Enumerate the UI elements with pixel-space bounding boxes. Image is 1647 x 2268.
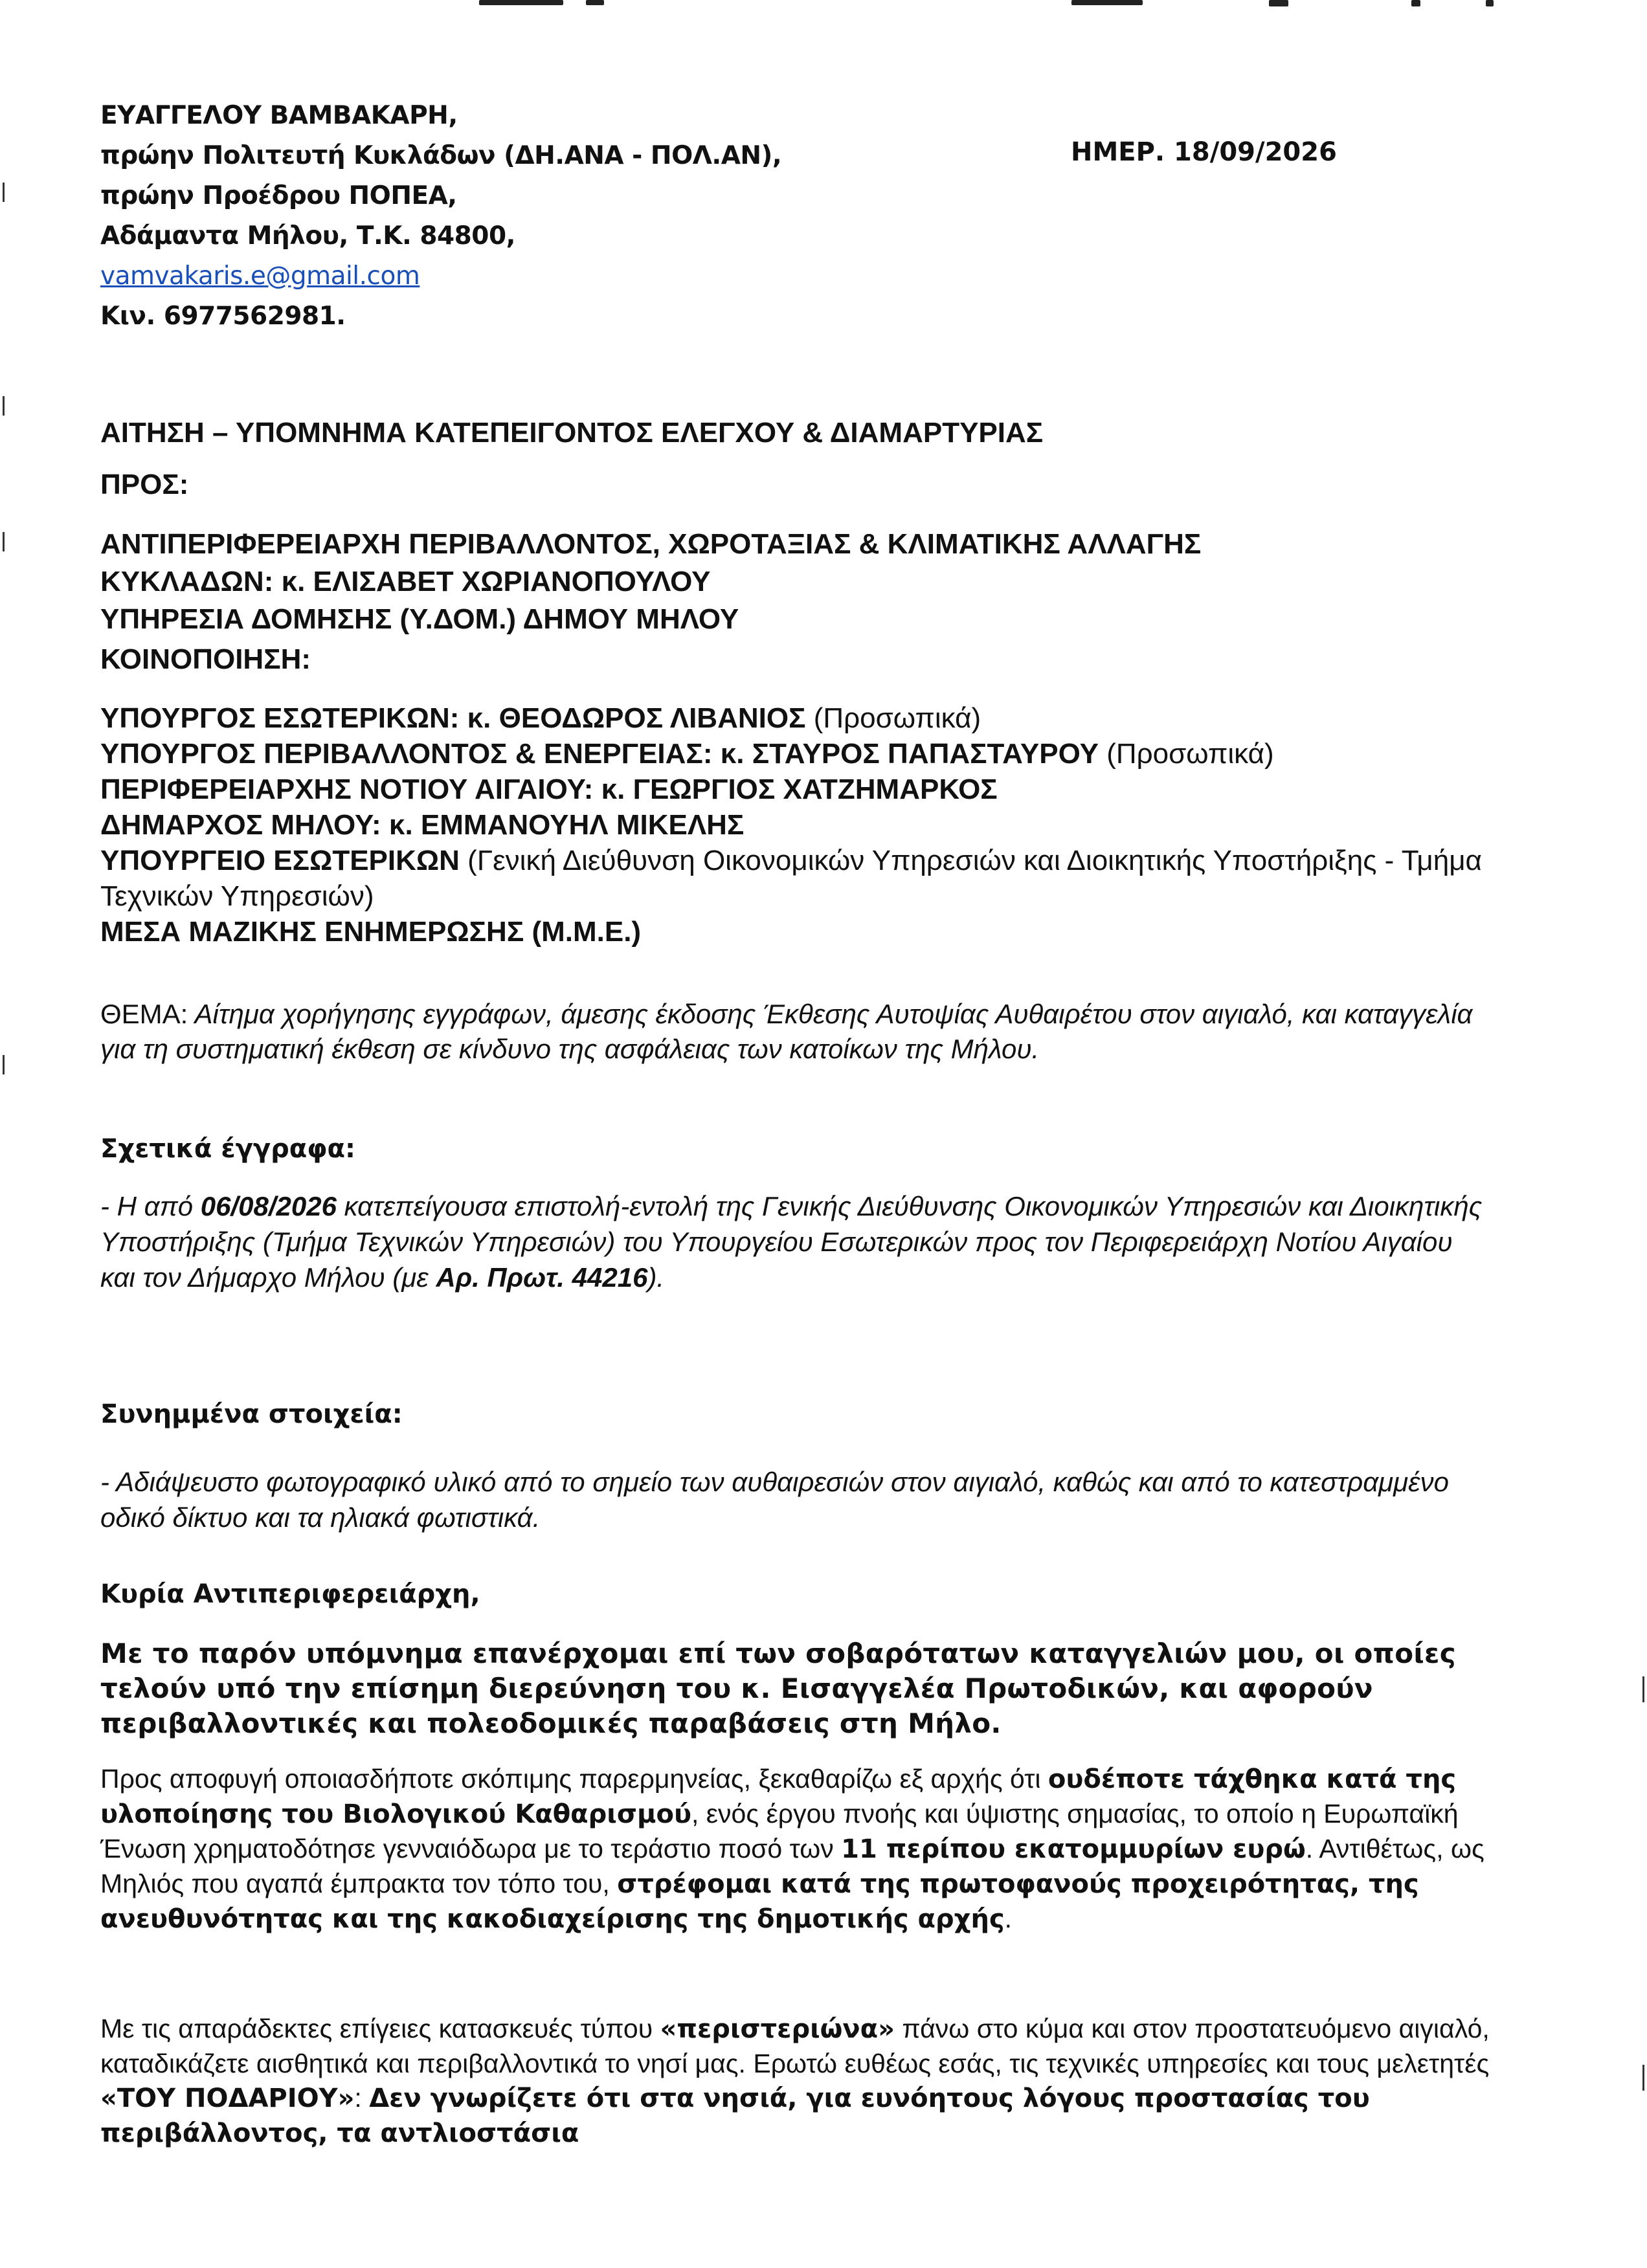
salutation: Κυρία Αντιπεριφερειάρχη, <box>100 1579 480 1609</box>
scan-edge-line <box>1642 1676 1644 1702</box>
related-date: 06/08/2026 <box>200 1191 337 1221</box>
recipient-item: ΚΥΚΛΑΔΩΝ: κ. ΕΛΙΣΑΒΕΤ ΧΩΡΙΑΝΟΠΟΥΛΟΥ <box>100 566 711 597</box>
sender-title-2: πρώην Προέδρου ΠΟΠΕΑ, <box>100 181 457 210</box>
cc-item-name: ΥΠΟΥΡΓΟΣ ΠΕΡΙΒΑΛΛΟΝΤΟΣ & ΕΝΕΡΓΕΙΑΣ: κ. ΣΤΑΥΡΟΣ ΠΑΠΑΣΤΑΥΡΟΥ <box>100 738 1099 770</box>
related-text-part: - Η από <box>100 1191 201 1221</box>
cc-label: ΚΟΙΝΟΠΟΙΗΣΗ: <box>100 643 311 675</box>
paragraph-text: Με τις απαράδεκτες επίγειες κατασκευές τύπου <box>100 2014 660 2043</box>
document-date: ΗΜΕΡ. 18/09/2026 <box>1071 137 1337 167</box>
related-text <box>100 1188 1486 1295</box>
paragraph-bold: Δεν γνωρίζετε ότι στα νησιά, για ευνόητους λόγους προστασίας του περιβάλλοντος, τα αντλιοστάσια <box>100 2084 1370 2148</box>
paragraph-bold: «ΤΟΥ ΠΟΔΑΡΙΟΥ» <box>100 2084 355 2113</box>
sender-address: Αδάμαντα Μήλου, Τ.Κ. 84800, <box>100 221 515 250</box>
related-protocol: Αρ. Πρωτ. 44216 <box>436 1262 648 1293</box>
scan-mark <box>1071 0 1143 5</box>
sender-block <box>100 96 781 337</box>
cc-item <box>100 807 1505 843</box>
cc-item-note: (Προσωπικά) <box>1098 738 1274 770</box>
scan-edge-line <box>3 532 5 551</box>
paragraph-text: πάνω στο κύμα και στον προστατευόμενο αιγιαλό, καταδικάζετε αισθητικά και περιβαλλοντικά το νησί μας. Ερωτώ ευθέως εσάς, τις τεχνικές υπηρεσίες και τους μελετητές <box>100 2014 1490 2078</box>
cc-item-name: ΔΗΜΑΡΧΟΣ ΜΗΛΟΥ: κ. ΕΜΜΑΝΟΥΗΛ ΜΙΚΕΛΗΣ <box>100 809 745 841</box>
cc-item-note: (Γενική Διεύθυνση Οικονομικών Υπηρεσιών και Διοικητικής Υποστήριξης - Τμήμα Τεχνικών Υπηρεσιών) <box>100 845 1482 912</box>
cc-item <box>100 914 1505 950</box>
paragraph-intro: Με το παρόν υπόμνημα επανέρχομαι επί των σοβαρότατων καταγγελιών μου, οι οποίες τελούν υπό την επίσημη διερεύνηση του κ. Εισαγγελέα Πρωτοδικών, και αφορούν περιβαλλοντικές και πολεοδομικές παραβάσεις στη Μήλο. <box>100 1638 1456 1739</box>
cc-item <box>100 700 1505 736</box>
scan-mark <box>586 0 604 5</box>
paragraph-bold: 11 περίπου εκατομμυρίων ευρώ <box>841 1834 1306 1864</box>
paragraph-text: Προς αποφυγή οποιασδήποτε σκόπιμης παρερμηνείας, ξεκαθαρίζω εξ αρχής ότι <box>100 1764 1048 1794</box>
cc-item <box>100 843 1505 914</box>
scan-mark <box>479 0 563 5</box>
subject-label: ΘΕΜΑ: <box>100 999 188 1029</box>
paragraph-bold: ουδέποτε τάχθηκα κατά της υλοποίησης του Βιολογικού Καθαρισμού <box>100 1764 1457 1829</box>
cc-item-name: ΠΕΡΙΦΕΡΕΙΑΡΧΗΣ ΝΟΤΙΟΥ ΑΙΓΑΙΟΥ: κ. ΓΕΩΡΓΙΟΣ ΧΑΤΖΗΜΑΡΚΟΣ <box>100 773 998 805</box>
sender-title-1: πρώην Πολιτευτή Κυκλάδων (ΔΗ.ΑΝΑ - ΠΟΛ.ΑΝ), <box>100 141 782 170</box>
document-title: ΑΙΤΗΣΗ – ΥΠΟΜΝΗΜΑ ΚΑΤΕΠΕΙΓΟΝΤΟΣ ΕΛΕΓΧΟΥ & ΔΙΑΜΑΡΤΥΡΙΑΣ <box>100 417 1044 449</box>
subject <box>100 997 1499 1067</box>
related-heading: Σχετικά έγγραφα: <box>100 1134 355 1164</box>
recipients-list <box>100 526 1505 638</box>
recipient-item: ΑΝΤΙΠΕΡΙΦΕΡΕΙΑΡΧΗ ΠΕΡΙΒΑΛΛΟΝΤΟΣ, ΧΩΡΟΤΑΞΙΑΣ & ΚΛΙΜΑΤΙΚΗΣ ΑΛΛΑΓΗΣ <box>100 528 1202 560</box>
scan-edge-line <box>3 1055 5 1074</box>
cc-item-note: (Προσωπικά) <box>805 702 981 734</box>
cc-item-name: ΜΕΣΑ ΜΑΖΙΚΗΣ ΕΝΗΜΕΡΩΣΗΣ (Μ.Μ.Ε.) <box>100 916 642 948</box>
paragraph-bold: «περιστεριώνα» <box>660 2014 895 2044</box>
scan-edge-line <box>1642 2065 1644 2091</box>
sender-name: ΕΥΑΓΓΕΛΟΥ ΒΑΜΒΑΚΑΡΗ, <box>100 101 458 130</box>
cc-item <box>100 772 1505 807</box>
subject-text: Αίτημα χορήγησης εγγράφων, άμεσης έκδοσης Έκθεσης Αυτοψίας Αυθαιρέτου στον αιγιαλό, και καταγγελία για τη συστηματική έκθεση σε κίνδυνο της ασφάλειας των κατοίκων της Μήλου. <box>100 999 1473 1064</box>
sender-email-link[interactable]: vamvakaris.e@gmail.com <box>100 261 420 291</box>
paragraph-complaint <box>100 2012 1512 2151</box>
cc-list <box>100 700 1505 950</box>
related-text-part: ). <box>647 1262 665 1293</box>
to-label: ΠΡΟΣ: <box>100 469 189 500</box>
related-text-part: κατεπείγουσα επιστολή-εντολή της Γενικής Διεύθυνσης Οικονομικών Υπηρεσιών και Διοικητικής Υποστήριξης (Τμήμα Τεχνικών Υπηρεσιών) του Υπουργείου Εσωτερικών προς τον Περιφερειάρχη Νοτίου Αιγαίου και τον Δήμαρχο Μήλου (με <box>100 1191 1483 1293</box>
scan-edge-line <box>3 396 5 416</box>
paragraph-clarification <box>100 1762 1512 1937</box>
scan-mark <box>1411 0 1420 6</box>
cc-item-name: ΥΠΟΥΡΓΕΙΟ ΕΣΩΤΕΡΙΚΩΝ <box>100 845 460 876</box>
paragraph-text: . <box>1004 1904 1013 1933</box>
paragraph-text: , ενός έργου πνοής και ύψιστης σημασίας, το οποίο η Ευρωπαϊκή Ένωση χρηματοδότησε γενναιόδωρα με το τεράστιο ποσό των <box>100 1799 1459 1863</box>
attachments-text: - Αδιάψευστο φωτογραφικό υλικό από το σημείο των αυθαιρεσιών στον αιγιαλό, καθώς και από το κατεστραμμένο οδικό δίκτυο και τα ηλιακά φωτιστικά. <box>100 1467 1449 1533</box>
paragraph-bold: στρέφομαι κατά της πρωτοφανούς προχειρότητας, της ανευθυνότητας και της κακοδιαχείρισης της δημοτικής αρχής <box>100 1869 1419 1934</box>
attachments-heading: Συνημμένα στοιχεία: <box>100 1399 403 1429</box>
paragraph-text: : <box>354 2083 370 2113</box>
scan-mark <box>1269 0 1288 6</box>
cc-item-name: ΥΠΟΥΡΓΟΣ ΕΣΩΤΕΡΙΚΩΝ: κ. ΘΕΟΔΩΡΟΣ ΛΙΒΑΝΙΟΣ <box>100 702 806 734</box>
paragraph-text: . Αντιθέτως, ως Μηλιός που αγαπά έμπρακτα τον τόπο του, <box>100 1834 1485 1898</box>
sender-phone: Κιν. 6977562981. <box>100 302 346 331</box>
scan-edge-line <box>3 183 5 202</box>
recipient-item: ΥΠΗΡΕΣΙΑ ΔΟΜΗΣΗΣ (Υ.ΔΟΜ.) ΔΗΜΟΥ ΜΗΛΟΥ <box>100 603 739 635</box>
cc-item <box>100 736 1505 772</box>
scan-mark <box>1486 0 1494 6</box>
